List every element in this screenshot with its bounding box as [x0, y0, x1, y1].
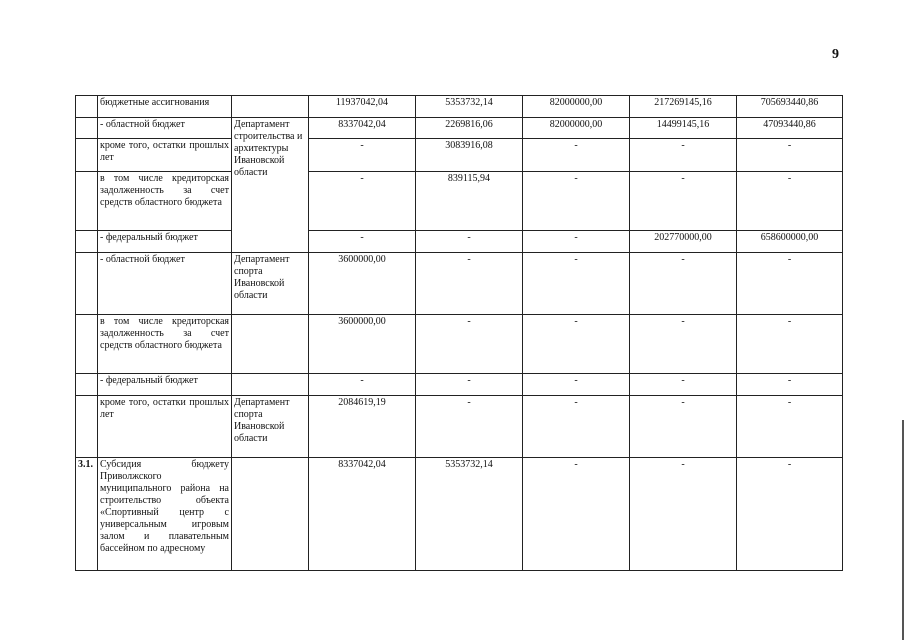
value-cell: 5353732,14 — [416, 96, 523, 118]
value-cell: 3083916,08 — [416, 139, 523, 172]
table-row — [76, 96, 843, 118]
row-description: Субсидия бюджету Приволжского муниципального района на строительство объекта «Спортивный центр с универсальным игровым залом и плавательным бассейном по адресному — [98, 458, 232, 571]
row-department: Департамент спорта Ивановской области — [232, 253, 309, 315]
table-row — [76, 396, 843, 458]
row-number — [76, 139, 98, 172]
value-cell: - — [523, 396, 630, 458]
scan-edge-line — [902, 420, 904, 640]
value-cell: 8337042,04 — [309, 458, 416, 571]
value-cell: - — [416, 396, 523, 458]
row-description: в том числе кредиторская задолженность за счет средств областного бюджета — [98, 172, 232, 231]
value-cell: 2269816,06 — [416, 118, 523, 139]
row-department — [232, 96, 309, 118]
value-cell: 658600000,00 — [737, 231, 843, 253]
value-cell: 839115,94 — [416, 172, 523, 231]
row-department — [232, 374, 309, 396]
row-number — [76, 396, 98, 458]
value-cell: - — [523, 458, 630, 571]
value-cell: - — [309, 172, 416, 231]
row-description: кроме того, остатки прошлых лет — [98, 139, 232, 172]
value-cell: 82000000,00 — [523, 118, 630, 139]
value-cell: 3600000,00 — [309, 315, 416, 374]
budget-table — [75, 95, 843, 571]
value-cell: - — [630, 253, 737, 315]
value-cell: - — [523, 172, 630, 231]
value-cell: - — [737, 396, 843, 458]
value-cell: 705693440,86 — [737, 96, 843, 118]
value-cell: 3600000,00 — [309, 253, 416, 315]
row-description: - областной бюджет — [98, 253, 232, 315]
row-department: Департамент спорта Ивановской области — [232, 396, 309, 458]
row-number: 3.1. — [76, 458, 98, 571]
row-number — [76, 96, 98, 118]
row-number — [76, 118, 98, 139]
value-cell: - — [737, 458, 843, 571]
value-cell: - — [416, 374, 523, 396]
row-number — [76, 172, 98, 231]
value-cell: - — [737, 374, 843, 396]
value-cell: - — [737, 253, 843, 315]
value-cell: - — [630, 374, 737, 396]
value-cell: 47093440,86 — [737, 118, 843, 139]
value-cell: - — [416, 231, 523, 253]
value-cell: - — [630, 139, 737, 172]
row-department — [232, 315, 309, 374]
value-cell: - — [737, 315, 843, 374]
row-number — [76, 374, 98, 396]
value-cell: - — [630, 458, 737, 571]
row-department — [232, 458, 309, 571]
row-description: - федеральный бюджет — [98, 231, 232, 253]
value-cell: - — [523, 231, 630, 253]
value-cell: 217269145,16 — [630, 96, 737, 118]
value-cell: - — [309, 374, 416, 396]
table-row — [76, 458, 843, 571]
table-row — [76, 172, 843, 231]
value-cell: 202770000,00 — [630, 231, 737, 253]
value-cell: - — [309, 139, 416, 172]
row-department: Департамент строительства и архитектуры Ивановской области — [232, 118, 309, 253]
value-cell: - — [523, 374, 630, 396]
table-row — [76, 253, 843, 315]
table-row — [76, 139, 843, 172]
row-number — [76, 253, 98, 315]
value-cell: 5353732,14 — [416, 458, 523, 571]
value-cell: - — [737, 172, 843, 231]
page-number: 9 — [832, 47, 839, 62]
value-cell: - — [523, 253, 630, 315]
row-description: бюджетные ассигнования — [98, 96, 232, 118]
value-cell: - — [523, 315, 630, 374]
row-description: кроме того, остатки прошлых лет — [98, 396, 232, 458]
value-cell: - — [416, 253, 523, 315]
row-number — [76, 315, 98, 374]
value-cell: 2084619,19 — [309, 396, 416, 458]
row-description: - областной бюджет — [98, 118, 232, 139]
value-cell: 82000000,00 — [523, 96, 630, 118]
value-cell: - — [630, 396, 737, 458]
table-row — [76, 374, 843, 396]
value-cell: - — [737, 139, 843, 172]
row-description: - федеральный бюджет — [98, 374, 232, 396]
value-cell: 11937042,04 — [309, 96, 416, 118]
row-description: в том числе кредиторская задолженность за счет средств областного бюджета — [98, 315, 232, 374]
table-row — [76, 118, 843, 139]
value-cell: 8337042,04 — [309, 118, 416, 139]
value-cell: - — [523, 139, 630, 172]
value-cell: - — [630, 315, 737, 374]
value-cell: 14499145,16 — [630, 118, 737, 139]
table-row — [76, 315, 843, 374]
table-row — [76, 231, 843, 253]
row-number — [76, 231, 98, 253]
value-cell: - — [309, 231, 416, 253]
value-cell: - — [416, 315, 523, 374]
value-cell: - — [630, 172, 737, 231]
